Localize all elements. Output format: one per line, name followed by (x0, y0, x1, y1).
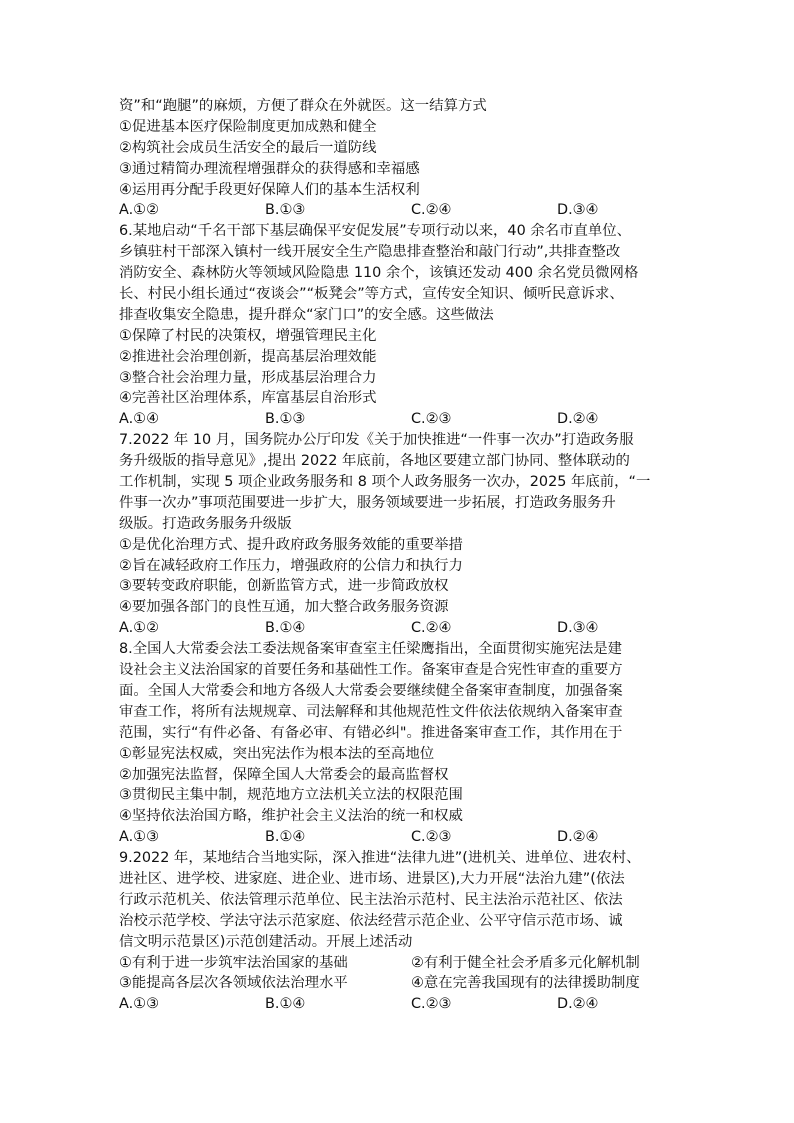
option-b: B.①④ (265, 620, 306, 637)
statement-row-1 (119, 953, 689, 974)
statement-1: ①促进基本医疗保险制度更加成熟和健全 (119, 118, 377, 135)
option-b: B.①④ (265, 996, 306, 1013)
question-8-stem-line-2: 设社会主义法治国家的首要任务和基础性工作。备案审查是合宪性审查的重要方 (119, 662, 623, 679)
question-6-stem-line-2: 乡镇驻村干部深入镇村一线开展安全生产隐患排查整治和敲门行动”,共排查整改 (119, 244, 621, 261)
question-5 (119, 96, 689, 221)
question-8-stem-line-4: 审查工作，将所有法规规章、司法解释和其他规范性文件依法依规纳入备案审查 (119, 703, 623, 720)
question-7-stem-line-1: 7.2022 年 10 月，国务院办公厅印发《关于加快推进“一件事一次办”打造政务服 (119, 432, 634, 449)
question-7-stem-line-2: 务升级版的指导意见》,提出 2022 年底前，各地区要建立部门协同、整体联动的 (119, 453, 630, 470)
question-9-stem-line-3: 行政示范机关、依法管理示范单位、民主法治示范村、民主法治示范社区、依法 (119, 891, 623, 908)
statement-3: ③整合社会治理力量，形成基层治理合力 (119, 369, 377, 386)
question-5-stem-tail: 资”和“跑腿”的麻烦，方便了群众在外就医。这一结算方式 (119, 98, 487, 114)
option-c: C.②④ (411, 620, 452, 637)
question-6-stem-line-4: 长、村民小组长通过“夜谈会”“板凳会”等方式，宣传安全知识、倾听民意诉求、 (119, 286, 624, 303)
statement-1: ①有利于进一步筑牢法治国家的基础 (119, 954, 348, 971)
question-9-stem-line-1: 9.2022 年，某地结合当地实际，深入推进“法律九进”(进机关、进单位、进农村、 (119, 850, 641, 867)
option-c: C.②④ (411, 202, 452, 219)
question-7 (119, 430, 689, 639)
option-a: A.①② (119, 620, 159, 637)
option-b: B.①④ (265, 829, 306, 846)
question-6 (119, 221, 689, 430)
question-8-stem-line-5: 范围，实行“有件必备、有备必审、有错必纠"。推进备案审查工作，其作用在于 (119, 724, 623, 741)
statement-2: ②有利于健全社会矛盾多元化解机制 (411, 954, 640, 971)
statement-2: ②旨在减轻政府工作压力，增强政府的公信力和执行力 (119, 557, 463, 574)
statement-4: ④意在完善我国现有的法律援助制度 (411, 975, 640, 992)
question-7-stem-line-3: 工作机制，实现 5 项企业政务服务和 8 项个人政务服务一次办，2025 年底前，“一 (119, 474, 651, 491)
statement-3: ③要转变政府职能，创新监管方式，进一步简政放权 (119, 578, 449, 595)
option-c: C.②③ (411, 996, 452, 1013)
option-a: A.①④ (119, 411, 159, 428)
option-c: C.②③ (411, 411, 452, 428)
statement-4: ④运用再分配手段更好保障人们的基本生活权利 (119, 181, 420, 198)
statement-4: ④坚持依法治国方略，维护社会主义法治的统一和权威 (119, 808, 463, 825)
question-6-stem-line-3: 消防安全、森林防火等领域风险隐患 110 余个，该镇还发动 400 余名党员微网格 (119, 265, 639, 282)
option-d: D.②④ (557, 411, 599, 428)
option-d: D.③④ (557, 620, 599, 637)
option-d: D.③④ (557, 202, 599, 219)
answer-options (119, 200, 689, 221)
answer-options (119, 994, 689, 1015)
statement-3: ③通过精简办理流程增强群众的获得感和幸福感 (119, 160, 420, 177)
question-9-stem-line-5: 信文明示范景区)示范创建活动。开展上述活动 (119, 933, 413, 950)
question-9-stem-line-2: 进社区、进学校、进家庭、进企业、进市场、进景区),大力开展“法治九建”(依法 (119, 870, 625, 887)
answer-options (119, 409, 689, 430)
answer-options (119, 618, 689, 639)
question-6-stem-line-5: 排查收集安全隐患，提升群众“家门口”的安全感。这些做法 (119, 306, 494, 323)
statement-4: ④要加强各部门的良性互通，加大整合政务服务资源 (119, 599, 449, 616)
option-b: B.①③ (265, 411, 306, 428)
question-8-stem-line-1: 8.全国人大常委会法工委法规备案审查室主任梁鹰指出，全面贯彻实施宪法是建 (119, 641, 623, 658)
statement-2: ②推进社会治理创新，提高基层治理效能 (119, 348, 377, 365)
question-6-stem-line-1: 6.某地启动“千名干部下基层确保平安促发展”专项行动以来，40 余名市直单位、 (119, 223, 632, 240)
statement-4: ④完善社区治理体系，库富基层自治形式 (119, 390, 377, 407)
question-9-stem-line-4: 治校示范学校、学法守法示范家庭、依法经营示范企业、公平守信示范市场、诚 (119, 912, 623, 929)
option-a: A.①③ (119, 996, 159, 1013)
statement-3: ③能提高各层次各领域依法治理水平 (119, 975, 348, 992)
option-b: B.①③ (265, 202, 306, 219)
question-7-stem-line-5: 级版。打造政务服务升级版 (119, 515, 292, 532)
answer-options (119, 827, 689, 848)
question-8-stem-line-3: 面。全国人大常委会和地方各级人大常委会要继续健全备案审查制度，加强备案 (119, 682, 623, 699)
option-c: C.②③ (411, 829, 452, 846)
statement-2: ②构筑社会成员生活安全的最后一道防线 (119, 139, 377, 156)
option-a: A.①② (119, 202, 159, 219)
option-d: D.②④ (557, 829, 599, 846)
option-d: D.②④ (557, 996, 599, 1013)
exam-page (119, 96, 689, 1015)
statement-3: ③贯彻民主集中制，规范地方立法机关立法的权限范围 (119, 787, 463, 804)
statement-row-2 (119, 973, 689, 994)
question-7-stem-line-4: 件事一次办”事项范围要进一步扩大，服务领域要进一步拓展，打造政务服务升 (119, 494, 616, 511)
statement-2: ②加强宪法监督，保障全国人大常委会的最高监督权 (119, 766, 449, 783)
statement-1: ①保障了村民的决策权，增强管理民主化 (119, 327, 377, 344)
statement-1: ①彰显宪法权威，突出宪法作为根本法的至高地位 (119, 745, 435, 762)
question-9 (119, 848, 689, 1015)
question-8 (119, 639, 689, 848)
statement-1: ①是优化治理方式、提升政府政务服务效能的重要举措 (119, 536, 463, 553)
option-a: A.①③ (119, 829, 159, 846)
